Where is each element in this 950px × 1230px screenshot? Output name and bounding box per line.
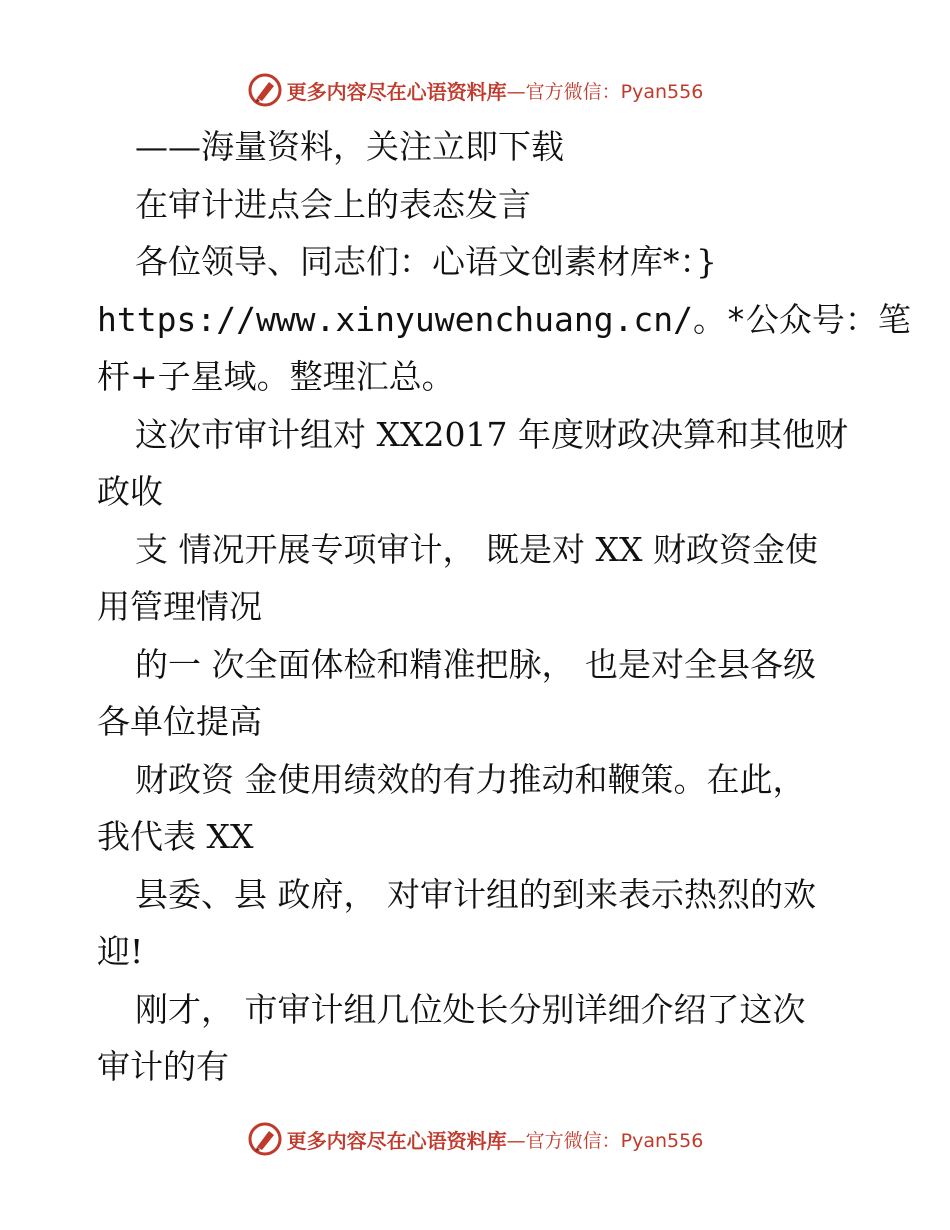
- text-line: 这次市审计组对 XX2017 年度财政决算和其他财: [135, 414, 848, 454]
- text-line: 刚才， 市审计组几位处长分别详细介绍了这次: [135, 989, 806, 1029]
- banner-wechat: —官方微信：Pyan556: [506, 80, 704, 103]
- document-body: [97, 118, 911, 1096]
- text-line: 审计的有: [97, 1047, 229, 1086]
- text-line: 县委、县 政府， 对审计组的到来表示热烈的欢: [135, 874, 816, 914]
- text-line: 的一 次全面体检和精准把脉， 也是对全县各级: [135, 644, 816, 684]
- header-watermark-banner: [0, 68, 950, 112]
- text-line: 各单位提高: [97, 702, 262, 741]
- text-line-url: https://www.xinyuwenchuang.cn/。*公众号：笔: [97, 299, 911, 339]
- footer-watermark-banner: [0, 1117, 950, 1161]
- text-line-salutation: 各位领导、同志们：心语文创素材库*：}: [135, 242, 717, 281]
- banner-title: 更多内容尽在心语资料库: [286, 1128, 507, 1153]
- text-line: 我代表 XX: [97, 817, 254, 856]
- text-line: 支 情况开展专项审计， 既是对 XX 财政资金使: [135, 529, 818, 569]
- document-title: 在审计进点会上的表态发言: [135, 184, 531, 224]
- banner-title: 更多内容尽在心语资料库: [286, 79, 507, 104]
- text-line: 迎!: [97, 932, 144, 971]
- text-line: 政收: [97, 472, 163, 511]
- text-line: 杆+子星域。整理汇总。: [97, 357, 455, 396]
- text-line-download-note: ——海量资料，关注立即下载: [135, 127, 564, 166]
- pen-logo-icon: [247, 72, 283, 108]
- text-line: 用管理情况: [97, 587, 262, 626]
- text-line: 财政资 金使用绩效的有力推动和鞭策。在此，: [135, 759, 806, 799]
- pen-logo-icon: [247, 1121, 283, 1157]
- banner-wechat: —官方微信：Pyan556: [506, 1129, 704, 1152]
